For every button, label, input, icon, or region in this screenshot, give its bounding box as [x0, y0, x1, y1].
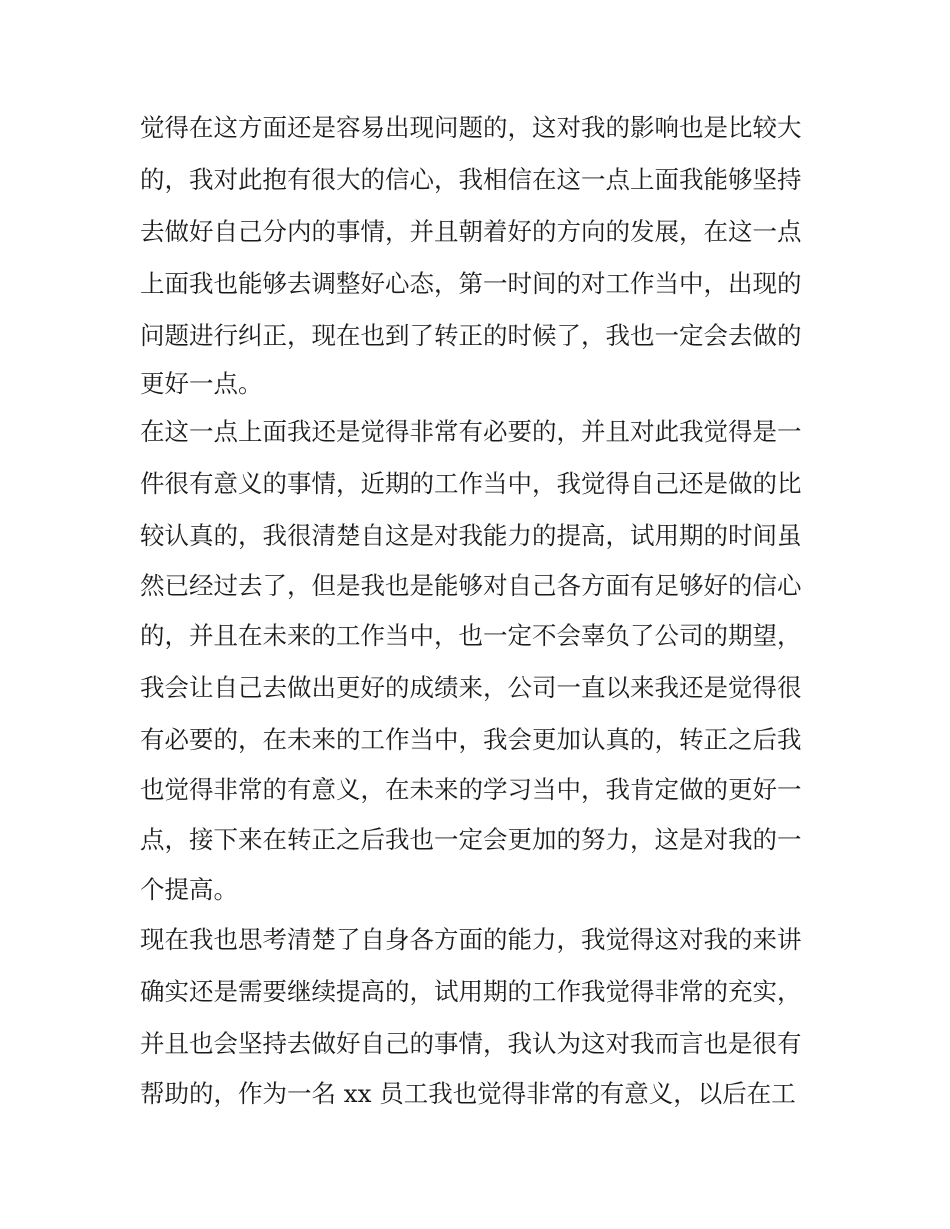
text-line: 个提高。	[140, 875, 238, 904]
text-line: 在这一点上面我还是觉得非常有必要的，并且对此我觉得是一	[140, 417, 802, 446]
text-line: 觉得在这方面还是容易出现问题的，这对我的影响也是比较大	[140, 113, 802, 142]
text-line: 也觉得非常的有意义，在未来的学习当中，我肯定做的更好一	[140, 775, 802, 804]
text-line: 更好一点。	[140, 369, 263, 398]
text-line: 现在我也思考清楚了自身各方面的能力，我觉得这对我的来讲	[140, 925, 802, 954]
text-line: 问题进行纠正，现在也到了转正的时候了，我也一定会去做的	[140, 321, 802, 350]
text-line: 点，接下来在转正之后我也一定会更加的努力，这是对我的一	[140, 825, 802, 854]
text-line: 我会让自己去做出更好的成绩来，公司一直以来我还是觉得很	[140, 673, 802, 702]
text-line: 去做好自己分内的事情，并且朝着好的方向的发展，在这一点	[140, 217, 802, 246]
text-line: 上面我也能够去调整好心态，第一时间的对工作当中，出现的	[140, 269, 802, 298]
text-line: 的，我对此抱有很大的信心，我相信在这一点上面我能够坚持	[140, 165, 802, 194]
text-line: 帮助的，作为一名 xx 员工我也觉得非常的有意义，以后在工	[140, 1079, 796, 1108]
text-line: 确实还是需要继续提高的，试用期的工作我觉得非常的充实，	[140, 977, 802, 1006]
text-line: 件很有意义的事情，近期的工作当中，我觉得自己还是做的比	[140, 469, 802, 498]
text-line: 较认真的，我很清楚自这是对我能力的提高，试用期的时间虽	[140, 521, 802, 550]
text-line: 然已经过去了，但是我也是能够对自己各方面有足够好的信心	[140, 571, 802, 600]
text-line: 并且也会坚持去做好自己的事情，我认为这对我而言也是很有	[140, 1029, 802, 1058]
text-line: 的，并且在未来的工作当中，也一定不会辜负了公司的期望，	[140, 621, 802, 650]
text-line: 有必要的，在未来的工作当中，我会更加认真的，转正之后我	[140, 725, 802, 754]
